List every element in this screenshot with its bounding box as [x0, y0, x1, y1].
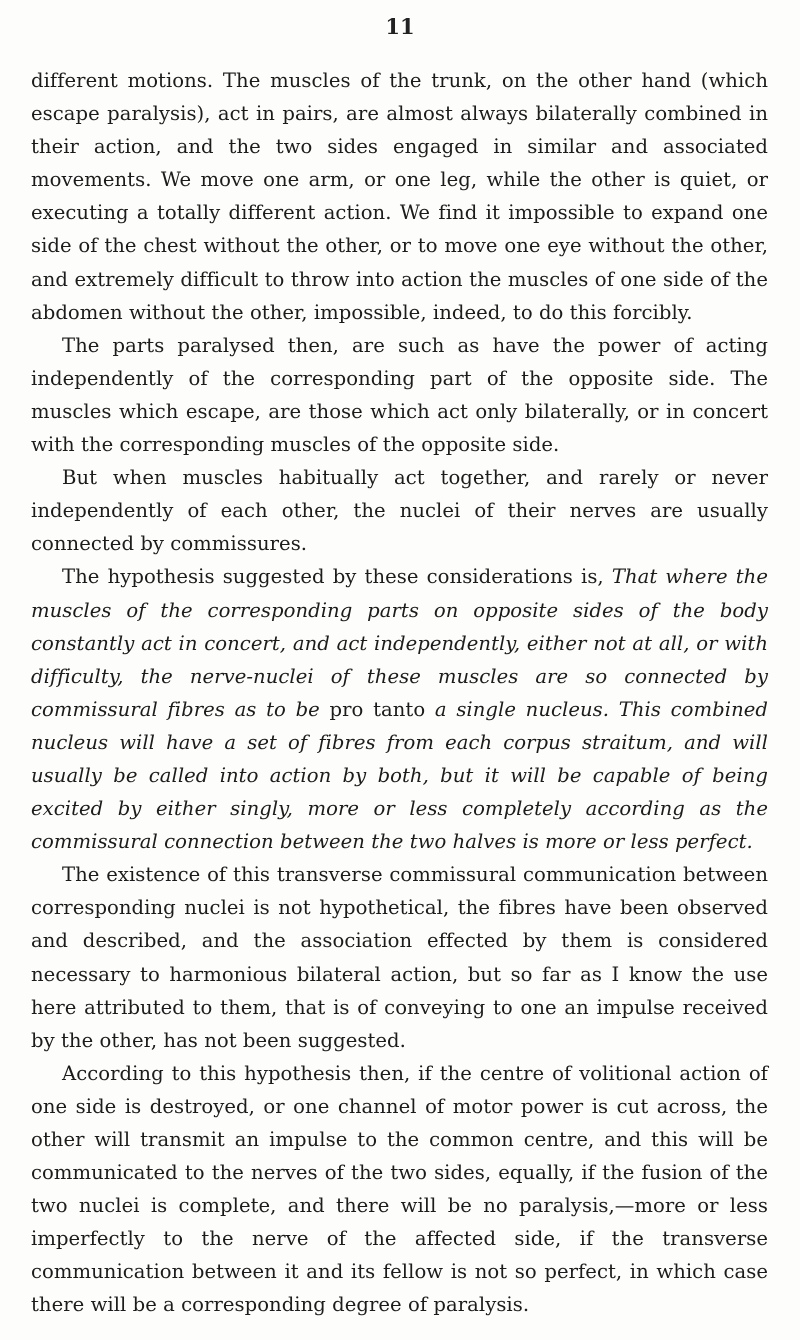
- page-number: 11: [385, 14, 415, 39]
- paragraph-6: According to this hypothesis then, if the centre of volitional action of one side is destroyed, or one channel of motor power is cut across, the other will transmit an impulse to the common centre, and this will be communicated to the nerves of the two sides, equally, if the fusion of the two nuclei is complete, and there will be no paralysis,—more or less imperfectly to the nerve of the affected side, if the transverse communication between it and its fellow is not so perfect, in which case there will be a corresponding degree of paralysis.: [31, 1061, 768, 1317]
- paragraph-5: The existence of this transverse commissural communication between corresponding nuclei is not hypothetical, the fibres have been observed and described, and the association effected by them is considered necessary to harmonious bilateral action, but so far as I know the use here attributed to them, that is of conveying to one an impulse received by the other, has not been suggested.: [31, 863, 768, 1052]
- pro-tanto: pro tanto: [329, 697, 426, 721]
- hypothesis-lead: The hypothesis suggested by these considerations is,: [62, 565, 604, 589]
- paragraph-2: The parts paralysed then, are such as have the power of acting independently of the corresponding part of the opposite side. The muscles which escape, are those which act only bilaterally, or in concert with the corresponding muscles of the opposite side.: [31, 333, 768, 457]
- hypothesis-continuation: a single nucleus. This combined nucleus will have a set of fibres from each corpus straitum, and will usually be called into action by both, but it will be capable of being excited by either singly, more or less completely according as the commissural connection between the two halves is more or less perfect.: [31, 697, 768, 854]
- paragraph-1: different motions. The muscles of the trunk, on the other hand (which escape paralysis), act in pairs, are almost always bilaterally combined in their action, and the two sides engaged in similar and associated movements. We move one arm, or one leg, while the other is quiet, or executing a totally different action. We find it impossible to expand one side of the chest without the other, or to move one eye without the other, and extremely difficult to throw into action the muscles of one side of the abdomen without the other, impossible, indeed, to do this forcibly.: [31, 69, 768, 324]
- paragraph-3: But when muscles habitually act together, and rarely or never independently of each other, the nuclei of their nerves are usually connected by commissures.: [31, 466, 768, 556]
- paragraph-4: [31, 560, 768, 858]
- body-text: [31, 64, 768, 1322]
- hypothesis-statement: That where the muscles of the corresponding parts on opposite sides of the body constantly act in concert, and act independently, either not at all, or with difficulty, the nerve-nuclei of these muscles are so connected by commissural fibres as to be: [31, 565, 768, 721]
